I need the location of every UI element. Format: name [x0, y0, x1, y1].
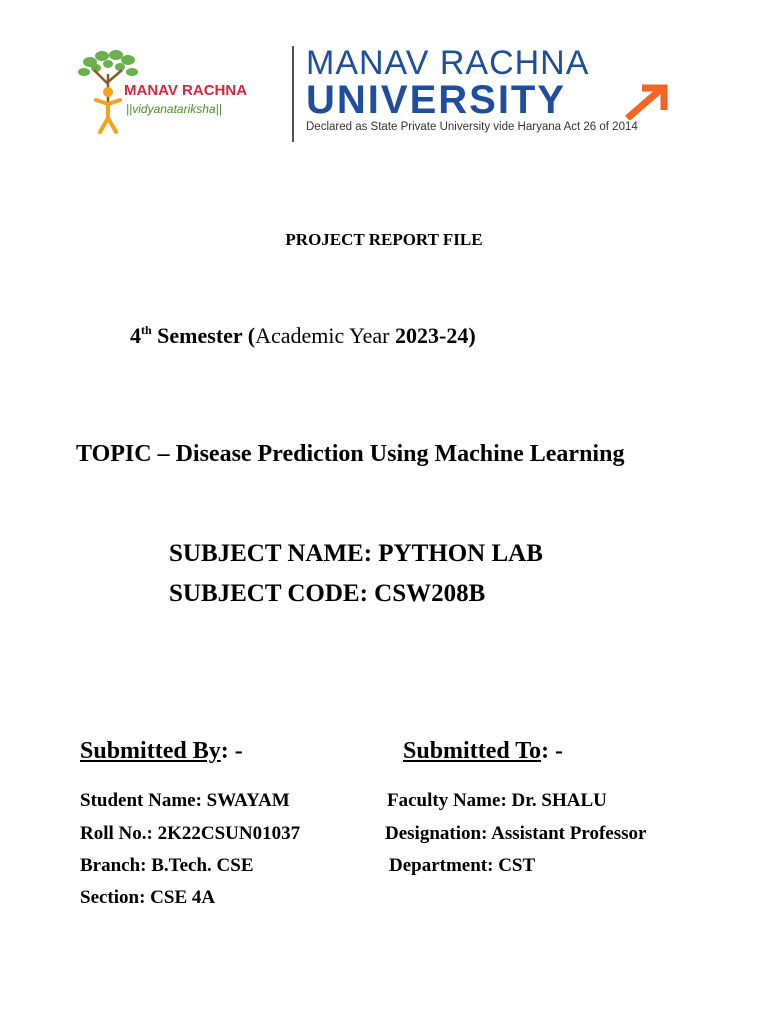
- student-name: Student Name: SWAYAM: [80, 790, 290, 811]
- university-declaration: Declared as State Private University vide Haryana Act 26 of 2014: [306, 121, 638, 133]
- submitted-to-label: Submitted To: [403, 738, 542, 764]
- department: Department: CST: [389, 855, 536, 876]
- orange-arrow-icon: [624, 84, 670, 120]
- university-name-line1: MANAV RACHNA: [306, 44, 590, 82]
- branch: Branch: B.Tech. CSE: [80, 855, 254, 876]
- subject-name: SUBJECT NAME: PYTHON LAB: [169, 540, 543, 567]
- section: Section: CSE 4A: [80, 887, 216, 908]
- academic-year-label: Academic Year: [255, 323, 396, 348]
- left-logo-tagline: ||vidyanatariksha||: [126, 102, 222, 116]
- academic-year: 2023-24): [395, 323, 476, 348]
- semester-number: 4: [130, 323, 141, 348]
- university-name-line2: UNIVERSITY: [306, 78, 567, 122]
- manav-rachna-logo: [72, 48, 282, 138]
- subject-code: SUBJECT CODE: CSW208B: [169, 580, 486, 607]
- left-logo-brand: MANAV RACHNA: [124, 82, 248, 99]
- submitted-by-suffix: : -: [220, 738, 243, 764]
- designation: Designation: Assistant Professor: [385, 823, 647, 844]
- faculty-name: Faculty Name: Dr. SHALU: [387, 790, 607, 811]
- topic: TOPIC – Disease Prediction Using Machine Learning: [76, 441, 625, 467]
- left-logo-tagline-text: vidyanatariksha: [132, 102, 216, 116]
- roll-no: Roll No.: 2K22CSUN01037: [80, 823, 301, 844]
- submitted-to-suffix: : -: [541, 738, 564, 764]
- logo-divider: [292, 46, 294, 142]
- semester-line: [130, 323, 476, 349]
- semester-word: Semester (: [157, 323, 256, 348]
- submitted-by-heading: [80, 738, 243, 765]
- semester-suffix: th: [141, 323, 152, 337]
- submitted-to-heading: [403, 738, 563, 765]
- submitted-by-label: Submitted By: [80, 738, 221, 764]
- report-title: PROJECT REPORT FILE: [285, 230, 483, 249]
